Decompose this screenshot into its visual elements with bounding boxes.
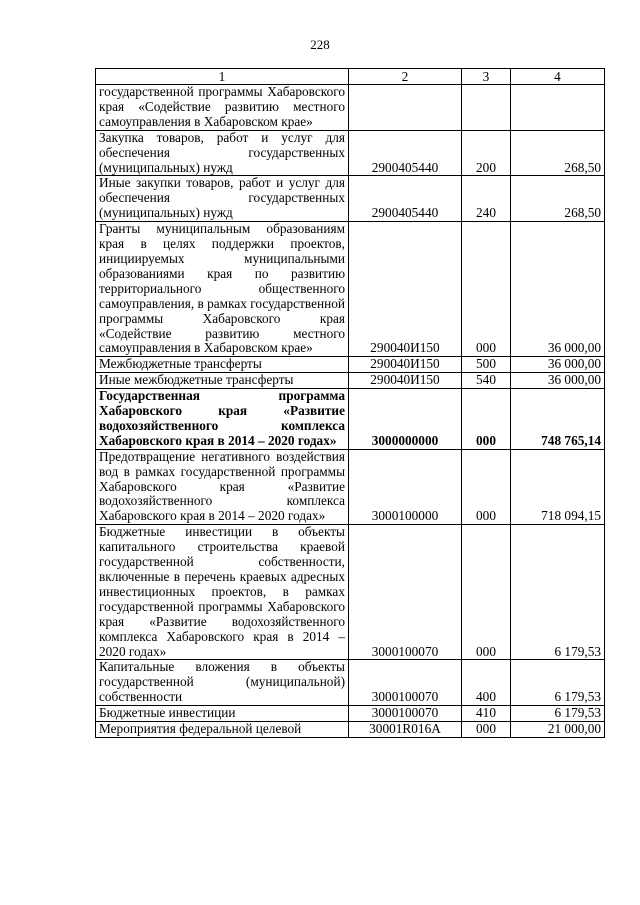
row-code: 30001R016A [349,722,462,738]
table-row [96,222,605,357]
row-code: 3000100070 [349,525,462,660]
column-header: 4 [511,69,605,85]
row-amount: 268,50 [511,130,605,176]
column-header: 1 [96,69,349,85]
table-row [96,373,605,389]
table-row [96,525,605,660]
row-amount: 718 094,15 [511,449,605,525]
row-amount [511,85,605,131]
table-row [96,449,605,525]
row-amount: 21 000,00 [511,722,605,738]
row-type: 500 [462,357,511,373]
table-row [96,722,605,738]
row-amount: 268,50 [511,176,605,222]
row-amount: 6 179,53 [511,525,605,660]
row-code: 290040И150 [349,222,462,357]
row-code: 2900405440 [349,176,462,222]
row-code [349,85,462,131]
row-type: 000 [462,449,511,525]
table-row [96,706,605,722]
row-amount: 36 000,00 [511,357,605,373]
row-type: 200 [462,130,511,176]
table-row [96,660,605,706]
row-amount: 36 000,00 [511,373,605,389]
row-name: Иные межбюджетные трансферты [96,373,349,389]
row-name: Государственная программа Хабаровского края «Развитие водохозяйственного комплекса Хабаровского края в 2014 – 2020 годах» [96,389,349,450]
table-row [96,389,605,450]
table-header-row [96,69,605,85]
row-amount: 6 179,53 [511,660,605,706]
row-name: Бюджетные инвестиции [96,706,349,722]
row-name: Иные закупки товаров, работ и услуг для обеспечения государственных (муниципальных) нужд [96,176,349,222]
row-amount: 6 179,53 [511,706,605,722]
row-type: 000 [462,722,511,738]
row-code: 3000100070 [349,706,462,722]
row-name: Капитальные вложения в объекты государственной (муниципальной) собственности [96,660,349,706]
row-code: 3000000000 [349,389,462,450]
row-name: Закупка товаров, работ и услуг для обеспечения государственных (муниципальных) нужд [96,130,349,176]
row-name: Межбюджетные трансферты [96,357,349,373]
table-row [96,85,605,131]
row-type: 240 [462,176,511,222]
row-amount: 36 000,00 [511,222,605,357]
column-header: 3 [462,69,511,85]
row-name: государственной программы Хабаровского края «Содействие развитию местного самоуправления в Хабаровском крае» [96,85,349,131]
row-type [462,85,511,131]
row-name: Мероприятия федеральной целевой [96,722,349,738]
table-row [96,176,605,222]
budget-table [95,68,605,738]
row-type: 000 [462,525,511,660]
row-code: 290040И150 [349,357,462,373]
row-code: 3000100070 [349,660,462,706]
row-code: 3000100000 [349,449,462,525]
table-row [96,357,605,373]
row-type: 540 [462,373,511,389]
row-amount: 748 765,14 [511,389,605,450]
row-type: 000 [462,389,511,450]
row-name: Гранты муниципальным образованиям края в целях поддержки проектов, инициируемых муниципальными образованиями края по развитию территориального общественного самоуправления, в рамках государственной программы Хабаровского края «Содействие развитию местного самоуправления в Хабаровском крае» [96,222,349,357]
column-header: 2 [349,69,462,85]
row-type: 000 [462,222,511,357]
page-number: 228 [310,37,330,52]
row-type: 410 [462,706,511,722]
table-row [96,130,605,176]
row-type: 400 [462,660,511,706]
row-code: 2900405440 [349,130,462,176]
row-name: Бюджетные инвестиции в объекты капитального строительства краевой государственной собственности, включенные в перечень краевых адресных инвестиционных проектов, в рамках государственной программы Хабаровского края «Развитие водохозяйственного комплекса Хабаровского края в 2014 – 2020 годах» [96,525,349,660]
row-code: 290040И150 [349,373,462,389]
table-body [96,69,605,738]
row-name: Предотвращение негативного воздействия вод в рамках государственной программы Хабаровского края «Развитие водохозяйственного комплекса Хабаровского края в 2014 – 2020 годах» [96,449,349,525]
